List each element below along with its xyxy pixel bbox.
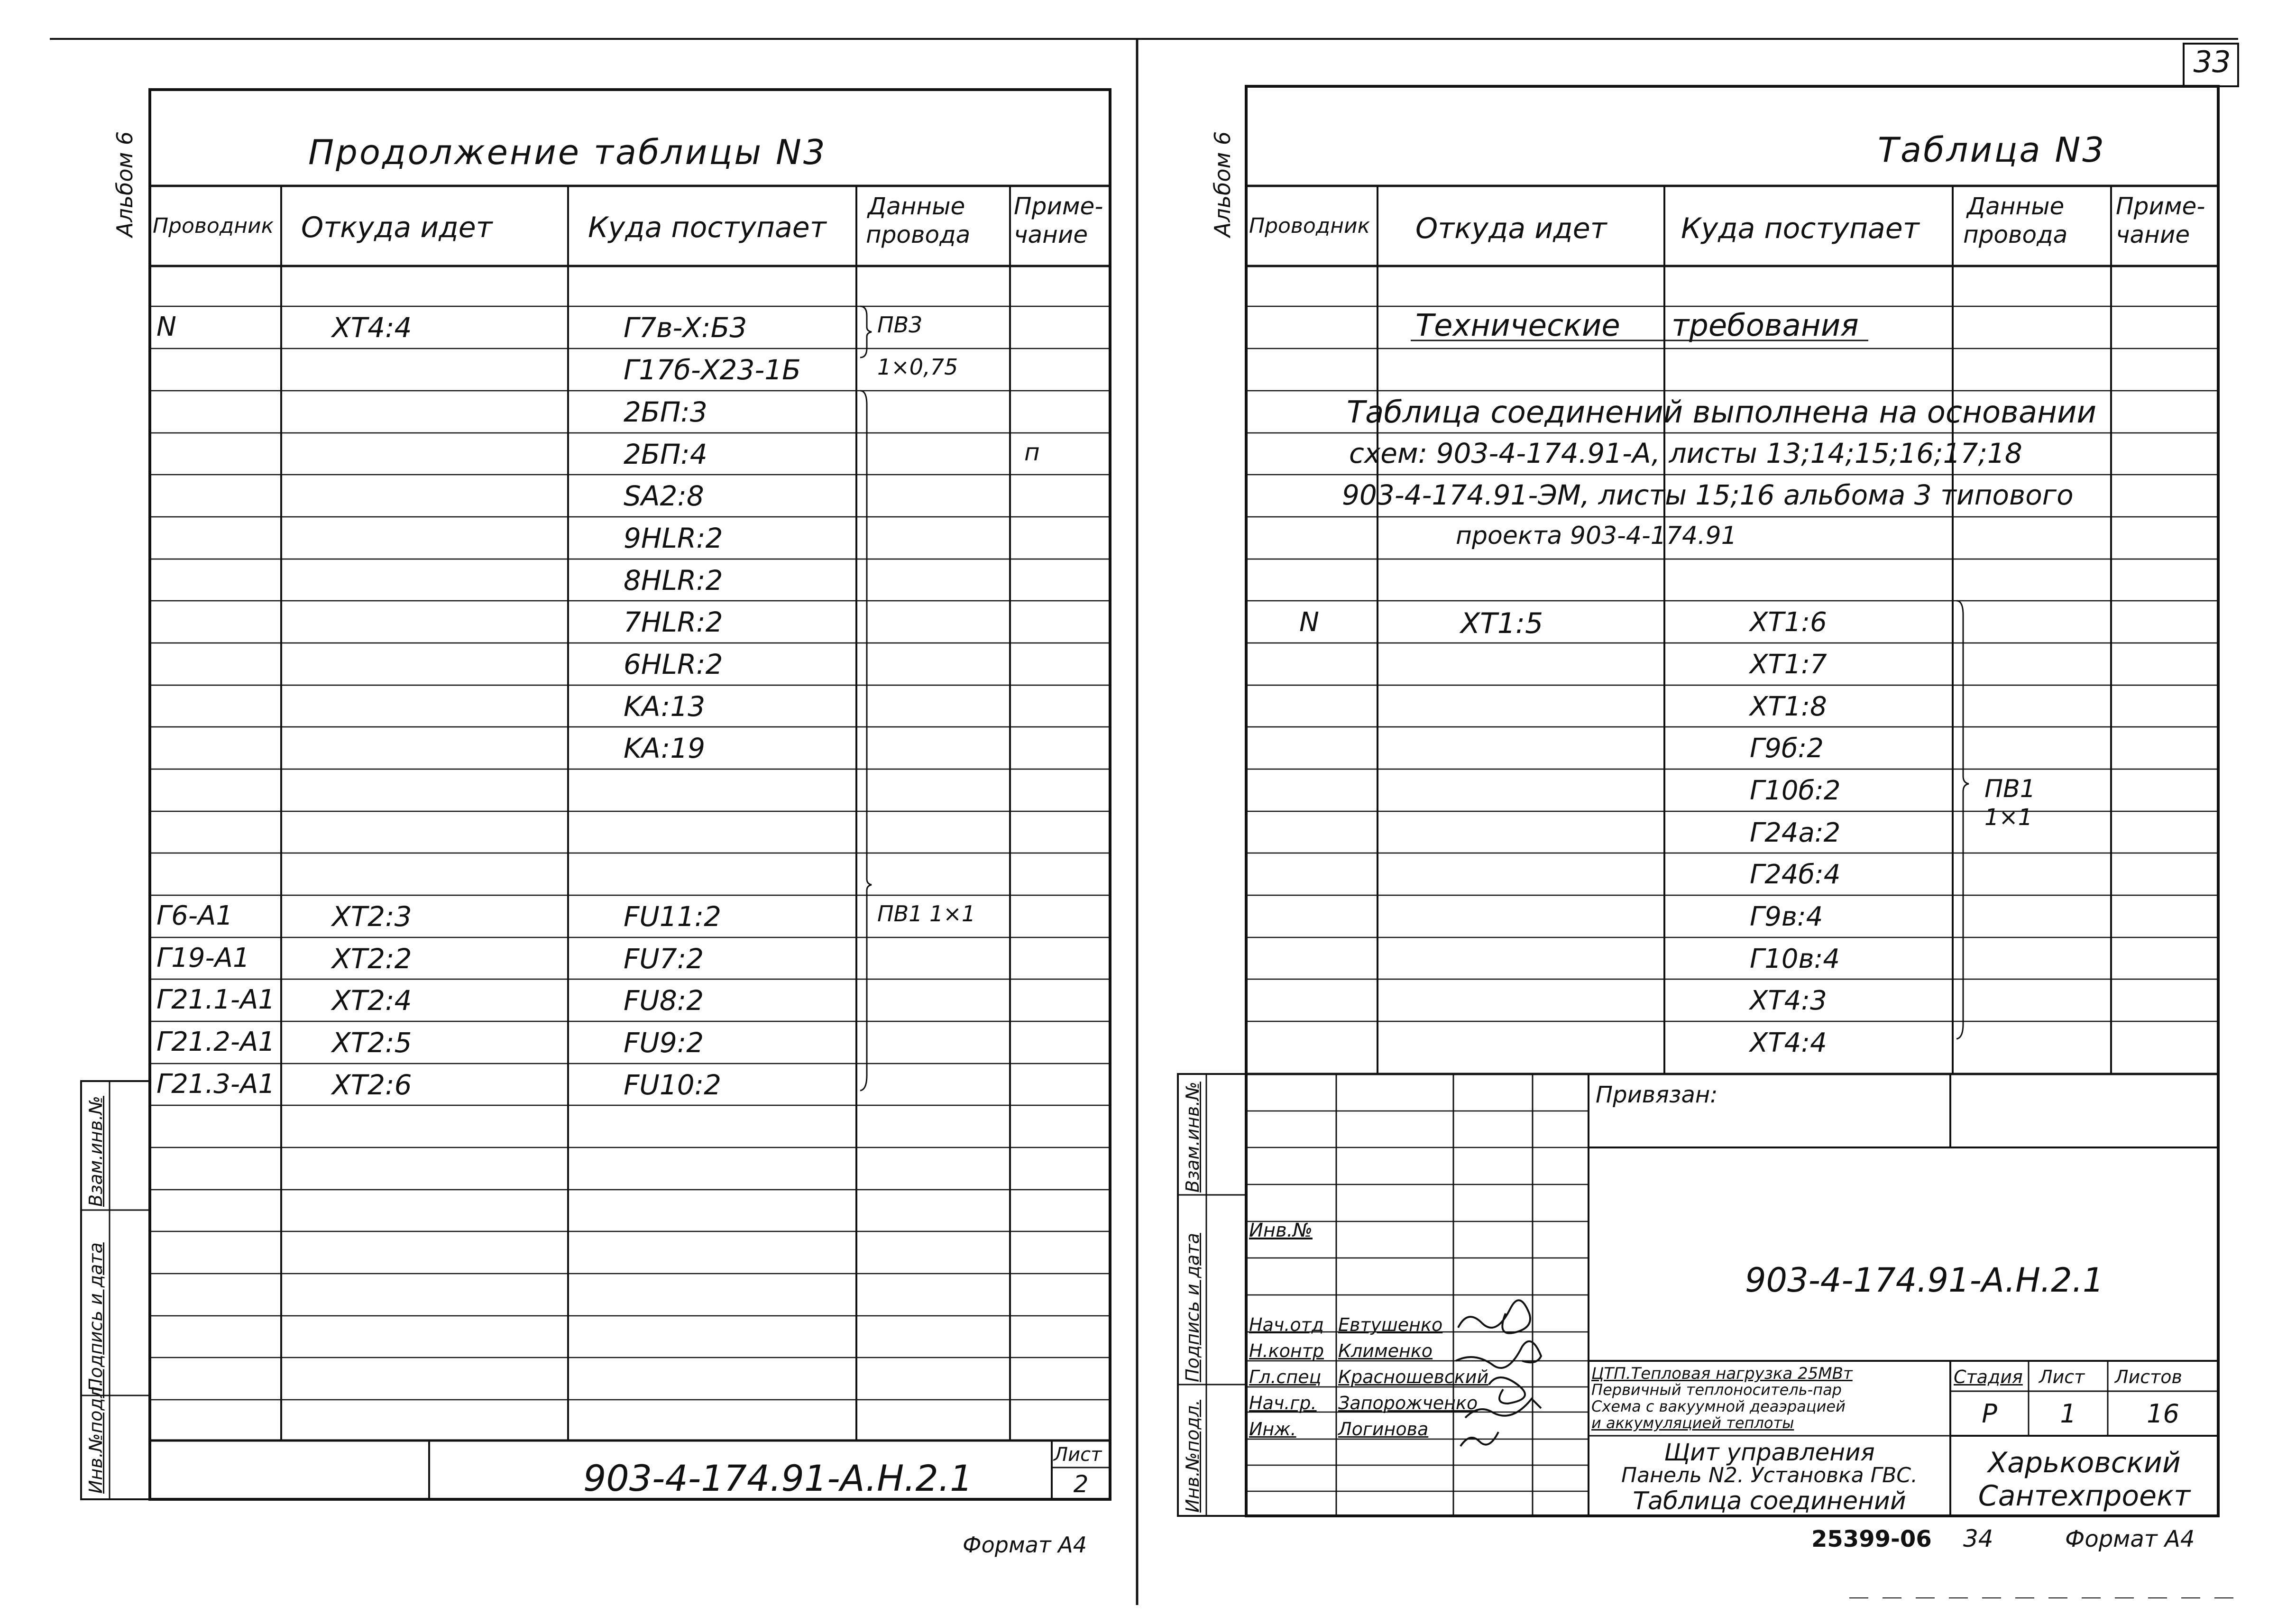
left-cell-to: Г7в-X:Б3 bbox=[624, 312, 747, 344]
right-wire-type: ПВ1 bbox=[1984, 775, 2036, 803]
left-margin-inv-label: Инв.№подл. bbox=[85, 1380, 106, 1494]
stamp-project-line-4: и аккумуляцией теплоты bbox=[1591, 1414, 1794, 1432]
left-margin-sign-label: Подпись и дата bbox=[85, 1242, 106, 1392]
stamp-drawing-line-1: Щит управления bbox=[1664, 1439, 1875, 1466]
stamp-project-line-3: Схема с вакуумной деаэрацией bbox=[1591, 1397, 1846, 1415]
right-target-item: XT1:6 bbox=[1750, 607, 1827, 638]
right-target-item: Г9б:2 bbox=[1750, 733, 1824, 764]
left-side-label: Альбом 6 bbox=[112, 131, 138, 237]
right-header-wire-1: Данные bbox=[1967, 193, 2065, 220]
right-header-from: Откуда идет bbox=[1415, 212, 1607, 245]
left-cell-to: FU9:2 bbox=[624, 1027, 704, 1059]
right-header-note-1: Приме- bbox=[2116, 193, 2205, 220]
left-cell-to: FU8:2 bbox=[624, 984, 704, 1017]
stamp-project-line-1: ЦТП.Тепловая нагрузка 25МВт bbox=[1591, 1364, 1853, 1383]
stamp-name: Логинова bbox=[1338, 1419, 1429, 1440]
left-table-title: Продолжение таблицы N3 bbox=[308, 132, 827, 172]
right-target-item: Г24а:2 bbox=[1750, 817, 1841, 848]
right-margin-sign-label: Подпись и дата bbox=[1182, 1233, 1203, 1382]
left-format-label: Формат A4 bbox=[963, 1532, 1087, 1558]
right-wire-size: 1×1 bbox=[1984, 804, 2033, 831]
stamp-sheets-value: 16 bbox=[2147, 1399, 2179, 1429]
stamp-org-line-2: Сантехпроект bbox=[1978, 1479, 2191, 1513]
right-target-item: XT1:7 bbox=[1750, 649, 1827, 680]
left-cell-to: KA:19 bbox=[624, 732, 706, 764]
left-header-wire-2: провода bbox=[866, 221, 971, 248]
right-target-item: XT4:4 bbox=[1750, 1028, 1827, 1058]
stamp-name: Красношевский bbox=[1338, 1367, 1489, 1387]
left-cell-wire: 1×0,75 bbox=[877, 354, 958, 380]
left-header-to: Куда поступает bbox=[588, 211, 827, 244]
left-cell-to: 2БП:4 bbox=[624, 438, 707, 470]
right-header-note-2: чание bbox=[2116, 221, 2190, 248]
right-conductor: N bbox=[1299, 607, 1319, 638]
left-cell-conductor: Г21.2-A1 bbox=[156, 1027, 276, 1057]
left-header-wire-1: Данные bbox=[868, 193, 965, 220]
page-number: 33 bbox=[2193, 45, 2231, 79]
right-target-item: XT4:3 bbox=[1750, 985, 1827, 1016]
left-cell-to: SA2:8 bbox=[624, 480, 704, 512]
left-cell-wire: ПВ3 bbox=[877, 312, 923, 338]
left-cell-to: 6HLR:2 bbox=[624, 648, 723, 680]
stamp-role: Нач.гр. bbox=[1249, 1393, 1317, 1413]
right-table-title: Таблица N3 bbox=[1878, 130, 2106, 170]
left-cell-to: FU11:2 bbox=[624, 900, 722, 933]
left-margin-replace-label: Взам.инв.№ bbox=[85, 1096, 106, 1207]
right-side-label: Альбом 6 bbox=[1210, 131, 1235, 237]
stamp-org-line-1: Харьковский bbox=[1988, 1446, 2181, 1479]
left-header-note-1: Приме- bbox=[1014, 193, 1103, 220]
left-cell-conductor: Г21.1-A1 bbox=[156, 984, 276, 1015]
left-cell-conductor: Г6-A1 bbox=[156, 900, 233, 931]
left-cell-from: XT2:3 bbox=[332, 900, 412, 933]
stamp-role: Инж. bbox=[1249, 1419, 1296, 1440]
right-target-item: Г24б:4 bbox=[1750, 859, 1841, 890]
tech-text-line-1: Таблица соединений выполнена на основании bbox=[1347, 395, 2097, 430]
left-cell-from: XT4:4 bbox=[332, 312, 412, 344]
stamp-name: Евтушенко bbox=[1338, 1314, 1443, 1335]
left-header-note-2: чание bbox=[1014, 221, 1088, 248]
left-cell-from: XT2:6 bbox=[332, 1069, 412, 1101]
stamp-linked-label: Привязан: bbox=[1596, 1082, 1718, 1108]
stamp-name: Клименко bbox=[1338, 1340, 1433, 1361]
stamp-project-line-2: Первичный теплоноситель-пар bbox=[1591, 1381, 1842, 1399]
stamp-inv-label: Инв.№ bbox=[1249, 1220, 1313, 1241]
right-margin-inv-label: Инв.№подл. bbox=[1182, 1399, 1203, 1513]
left-cell-to: KA:13 bbox=[624, 690, 706, 723]
left-cell-to: Г17б-X23-1Б bbox=[624, 354, 801, 386]
tech-heading-a: Технические bbox=[1415, 308, 1620, 343]
left-cell-to: FU10:2 bbox=[624, 1069, 722, 1101]
left-header-conductor: Проводник bbox=[153, 214, 274, 238]
left-cell-from: XT2:5 bbox=[332, 1027, 412, 1059]
tech-text-line-2: схем: 903-4-174.91-A, листы 13;14;15;16;17;18 bbox=[1349, 437, 2022, 469]
stamp-stage-label: Стадия bbox=[1954, 1367, 2023, 1387]
footer-number: 25399-06 bbox=[1811, 1526, 1932, 1552]
stamp-drawing-line-3: Таблица соединений bbox=[1633, 1487, 1906, 1515]
stamp-drawing-line-2: Панель N2. Установка ГВС. bbox=[1621, 1463, 1918, 1487]
stamp-doc-code: 903-4-174.91-A.H.2.1 bbox=[1745, 1261, 2104, 1300]
left-cell-conductor: Г19-A1 bbox=[156, 943, 250, 973]
right-target-item: Г10б:2 bbox=[1750, 775, 1841, 806]
right-margin-replace-label: Взам.инв.№ bbox=[1182, 1082, 1203, 1193]
right-target-item: XT1:8 bbox=[1750, 691, 1827, 722]
left-cell-to: 7HLR:2 bbox=[624, 606, 723, 638]
left-cell-to: FU7:2 bbox=[624, 943, 704, 975]
left-cell-conductor: N bbox=[156, 312, 176, 342]
stamp-sheets-label: Листов bbox=[2115, 1367, 2182, 1387]
stamp-stage-value: Р bbox=[1982, 1399, 1997, 1429]
left-cell-from: XT2:2 bbox=[332, 943, 412, 975]
left-cell-conductor: Г21.3-A1 bbox=[156, 1069, 276, 1100]
right-from: XT1:5 bbox=[1460, 607, 1543, 640]
tech-heading-b: требования bbox=[1671, 308, 1859, 343]
stamp-name: Запорожченко bbox=[1338, 1393, 1478, 1413]
right-header-wire-2: провода bbox=[1963, 221, 2068, 248]
left-cell-wire: ПВ1 1×1 bbox=[877, 901, 976, 927]
stamp-role: Нач.отд bbox=[1249, 1314, 1324, 1335]
stamp-role: Гл.спец bbox=[1249, 1367, 1322, 1387]
left-cell-to: 2БП:3 bbox=[624, 396, 707, 428]
right-header-conductor: Проводник bbox=[1249, 214, 1370, 238]
left-cell-from: XT2:4 bbox=[332, 984, 412, 1017]
left-doc-code: 903-4-174.91-A.H.2.1 bbox=[583, 1457, 973, 1499]
left-sheet-label: Лист bbox=[1054, 1444, 1102, 1466]
left-cell-note: п bbox=[1024, 439, 1040, 466]
tech-text-line-3: 903-4-174.91-ЭМ, листы 15;16 альбома 3 типового bbox=[1342, 479, 2074, 511]
left-cell-to: 8HLR:2 bbox=[624, 564, 723, 596]
right-target-item: Г10в:4 bbox=[1750, 944, 1840, 974]
tech-text-line-4: проекта 903-4-174.91 bbox=[1456, 522, 1737, 550]
footer-page: 34 bbox=[1963, 1525, 1993, 1552]
stamp-sheet-value: 1 bbox=[2060, 1399, 2076, 1429]
left-sheet-number: 2 bbox=[1073, 1470, 1089, 1498]
left-header-from: Откуда идет bbox=[301, 211, 493, 244]
stamp-sheet-label: Лист bbox=[2039, 1367, 2085, 1387]
left-cell-to: 9HLR:2 bbox=[624, 522, 723, 554]
right-target-item: Г9в:4 bbox=[1750, 901, 1823, 932]
right-header-to: Куда поступает bbox=[1681, 212, 1919, 245]
stamp-role: Н.контр bbox=[1249, 1340, 1324, 1361]
right-format-label: Формат A4 bbox=[2065, 1526, 2195, 1552]
